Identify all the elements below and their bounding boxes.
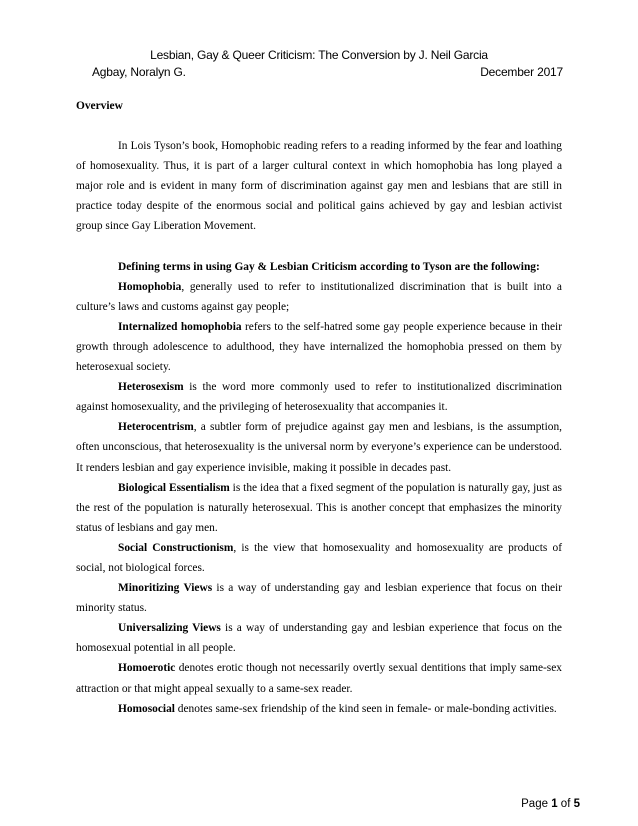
- section-heading: Overview: [76, 100, 123, 112]
- term-definition: , a subtler form of prejudice against gay men and lesbians, is the assumption, often unconscious, that heterosexuality is the universal norm by everyone’s experience can be understood. It renders lesbian and gay experience invisible, making it possible in decades past.: [76, 421, 562, 474]
- total-pages: 5: [573, 798, 580, 810]
- header-author: Agbay, Noralyn G.: [92, 65, 186, 79]
- header-title: Lesbian, Gay & Queer Criticism: The Conversion by J. Neil Garcia: [150, 48, 488, 62]
- spacer: [76, 237, 562, 257]
- term-name: Heterocentrism: [118, 421, 194, 434]
- term-name: Social Constructionism: [118, 541, 234, 554]
- term-definition: denotes erotic though not necessarily overtly sexual dentitions that imply same-sex attraction or that might appeal sexually to a same-sex reader.: [76, 662, 562, 695]
- term-heterocentrism: [76, 417, 562, 477]
- spacer: [76, 116, 562, 136]
- term-definition: is a way of understanding gay and lesbian experience that focus on their minority status.: [76, 582, 562, 615]
- overview-paragraph: In Lois Tyson’s book, Homophobic reading refers to a reading informed by the fear and loathing of homosexuality. Thus, it is part of a larger cultural context in which homophobia has long played a major role and is evident in many form of discrimination against gay men and lesbians that are still in practice today despite of the enormous social and political gains achieved by gay and lesbian activist group since Gay Liberation Movement.: [76, 140, 562, 233]
- term-homophobia: [76, 277, 562, 317]
- term-minoritizing-views: [76, 578, 562, 618]
- term-definition: denotes same-sex friendship of the kind seen in female- or male-bonding activities.: [174, 702, 557, 715]
- term-name: Homophobia: [118, 280, 182, 293]
- term-name: Heterosexism: [118, 381, 184, 394]
- term-name: Homoerotic: [118, 662, 176, 675]
- term-heterosexism: [76, 377, 562, 417]
- term-name: Internalized homophobia: [118, 320, 242, 333]
- term-definition: is the word more commonly used to refer to institutionalized discrimination against homosexuality, and the privileging of heterosexuality that accompanies it.: [76, 381, 562, 414]
- terms-heading: [76, 257, 562, 277]
- term-definition: , is the view that homosexuality and homosexuality are products of social, not biological forces.: [76, 541, 562, 574]
- of-word: of: [560, 798, 571, 810]
- term-homosocial: [76, 699, 562, 719]
- terms-heading-text: Defining terms in using Gay & Lesbian Criticism according to Tyson are the following:: [118, 260, 540, 273]
- current-page: 1: [551, 798, 558, 810]
- page-word: Page: [521, 798, 548, 810]
- term-name: Minoritizing Views: [118, 582, 213, 595]
- page-number: [521, 798, 580, 810]
- term-biological-essentialism: [76, 478, 562, 538]
- term-name: Homosocial: [118, 702, 175, 715]
- term-definition: refers to the self-hatred some gay people experience because in their growth through adolescence to adulthood, they have internalized the homophobia pressed on them by heterosexual society.: [76, 320, 562, 374]
- term-social-constructionism: [76, 538, 562, 578]
- term-homoerotic: [76, 658, 562, 698]
- term-definition: is a way of understanding gay and lesbian experience that focus on the homosexual potential in all people.: [76, 622, 562, 655]
- term-definition: is the idea that a fixed segment of the population is naturally gay, just as the rest of the population is naturally heterosexual. This is another concept that emphasizes the minority status of lesbians and gay men.: [76, 481, 562, 534]
- term-internalized-homophobia: [76, 317, 562, 377]
- header-date: December 2017: [480, 65, 563, 79]
- term-definition: , generally used to refer to institutionalized discrimination that is built into a culture’s laws and customs against gay people;: [76, 280, 562, 313]
- term-universalizing-views: [76, 618, 562, 658]
- document-body: [76, 96, 562, 719]
- term-name: Universalizing Views: [118, 622, 221, 635]
- term-name: Biological Essentialism: [118, 481, 230, 494]
